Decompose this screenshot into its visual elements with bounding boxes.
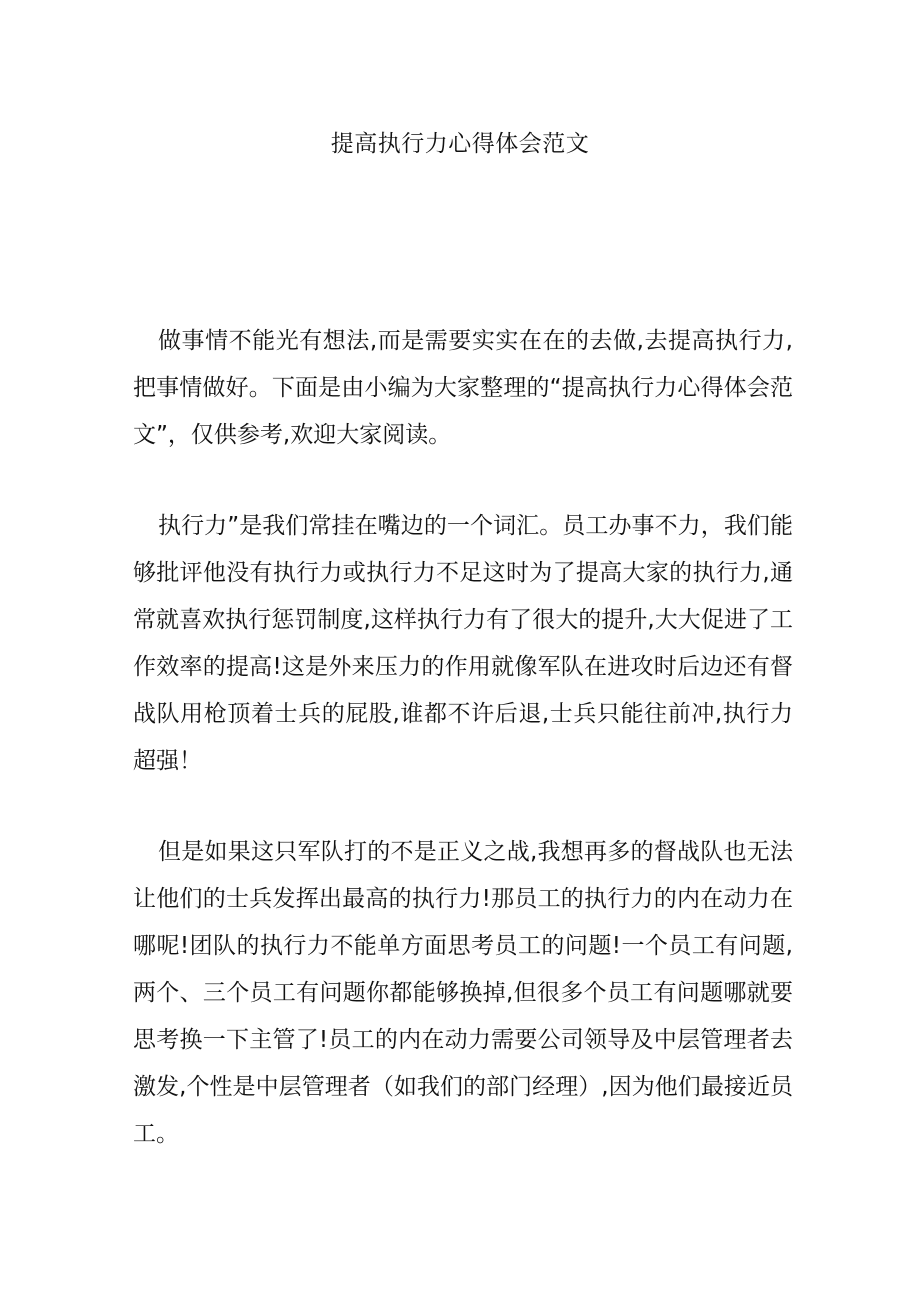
document-title: 提高执行力心得体会范文 [330, 131, 590, 157]
paragraph-3: 但是如果这只军队打的不是正义之战,我想再多的督战队也无法让他们的士兵发挥出最高的执行力!那员工的执行力的内在动力在哪呢!团队的执行力不能单方面思考员工的问题!一个员工有问题,两个、三个员工有问题你都能够换掉,但很多个员工有问题哪就要思考换一下主管了!员工的内在动力需要公司领导及中层管理者去激发,个性是中层管理者（如我们的部门经理）,因为他们最接近员工。 [133, 839, 793, 1147]
document-body [133, 318, 793, 1202]
paragraph-1: 做事情不能光有想法,而是需要实实在在的去做,去提高执行力,把事情做好。下面是由小编为大家整理的“提高执行力心得体会范文”，仅供参考,欢迎大家阅读。 [133, 328, 793, 448]
paragraph-2: 执行力”是我们常挂在嘴边的一个词汇。员工办事不力，我们能够批评他没有执行力或执行力不足这时为了提高大家的执行力,通常就喜欢执行惩罚制度,这样执行力有了很大的提升,大大促进了工作效率的提高!这是外来压力的作用就像军队在进攻时后边还有督战队用枪顶着士兵的屁股,谁都不许后退,士兵只能往前冲,执行力超强！ [133, 513, 793, 774]
